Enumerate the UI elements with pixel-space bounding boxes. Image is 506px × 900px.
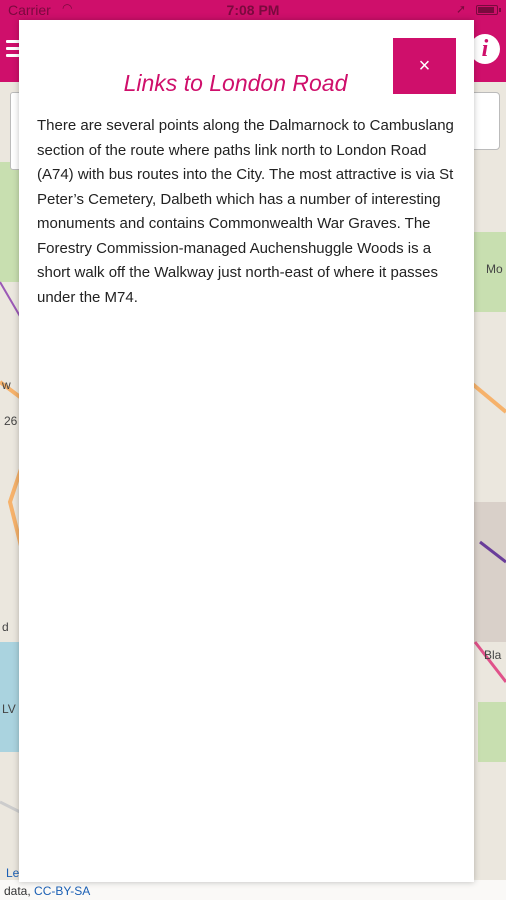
modal-title: Links to London Road — [123, 70, 348, 96]
urban-area — [470, 502, 506, 642]
info-modal — [19, 20, 474, 882]
close-button[interactable]: × — [393, 38, 456, 94]
attribution-leaflet-link[interactable]: Le — [6, 866, 20, 880]
map-place-label: Bla — [484, 648, 502, 662]
wifi-icon: ◠ — [62, 1, 73, 15]
modal-body-text: There are several points along the Dalmarnock to Cambuslang section of the route where paths link north to London Road (A74) with bus routes into the City. The most attractive is via St Peter’s Cemetery, Dalbeth which has a number of interesting monuments and contains Commonwealth War Graves. The Forestry Commission-managed Auchenshuggle Woods is a short walk off the Walkway just north-east of where it passes under the M74. — [37, 117, 454, 306]
location-arrow-icon: ➚ — [455, 2, 466, 16]
park-area — [478, 702, 506, 762]
map-place-label: Mo — [486, 262, 503, 276]
status-time: 7:08 PM — [226, 2, 280, 18]
map-place-label: 26 — [4, 414, 18, 428]
attribution-license-link[interactable]: CC-BY-SA — [34, 884, 91, 898]
attribution-data-label: data, — [4, 884, 31, 898]
info-button[interactable]: i — [470, 34, 500, 64]
status-bar — [0, 0, 506, 20]
attribution-text — [4, 884, 90, 898]
map-place-label: d — [2, 620, 9, 634]
map-place-label: LV — [2, 702, 16, 716]
battery-icon — [476, 5, 498, 15]
map-place-label: w — [2, 378, 11, 392]
carrier-label: Carrier — [8, 2, 51, 18]
map-attribution — [0, 866, 506, 900]
